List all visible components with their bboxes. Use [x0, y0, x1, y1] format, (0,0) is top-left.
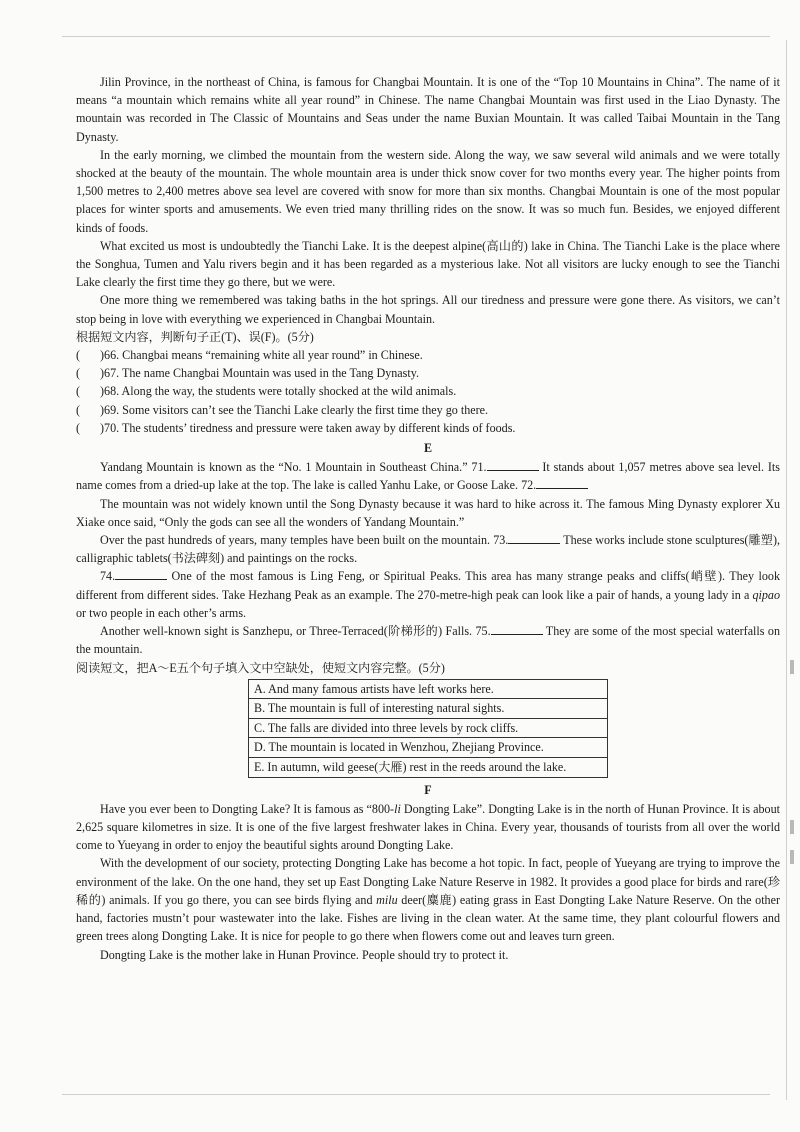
passage-f-paragraph-1 [76, 800, 780, 855]
options-box [248, 679, 608, 778]
passage-e-paragraph-5 [76, 622, 780, 658]
question-text: )67. The name Changbai Mountain was used in the Tang Dynasty. [100, 366, 420, 381]
answer-blank-71[interactable] [487, 458, 539, 471]
text-run: or two people in each other’s arms. [76, 605, 247, 620]
margin-mark [790, 660, 794, 674]
text-run: deer(麋鹿) eating grass in East Dongting Lake Nature Reserve. On the other hand, factories mustn’t pour wastewater into the lake. Fishes are living in the clean water. At the same time, they plant colourful flowers and green trees along Dongting Lake. It is nice for people to go there when flowers come out and leaves turn green. [76, 892, 780, 944]
text-run: These works include stone sculptures(雕塑), calligraphic tablets(书法碑刻) and paintings on the rocks. [76, 533, 781, 566]
text-run: Dongting Lake”. Dongting Lake is in the north of Hunan Province. It is about 2,625 square kilometres in size. It is one of the five largest freshwater lakes in China. Every year, thousands of tourists from all over the world come to Yueyang in order to enjoy the beautiful sights around Dongting Lake. [76, 801, 780, 853]
section-title-f: F [424, 782, 432, 797]
answer-blank-74[interactable] [115, 567, 167, 580]
content-column [76, 73, 780, 964]
question-69 [76, 401, 780, 419]
passage-d-instruction: 根据短文内容，判断句子正(T)、误(F)。(5分) [76, 329, 314, 344]
option-d: D. The mountain is located in Wenzhou, Zhejiang Province. [249, 738, 607, 758]
italic-term: milu [376, 892, 398, 907]
answer-bracket[interactable]: ( [76, 348, 81, 363]
answer-bracket[interactable]: ( [76, 366, 81, 381]
scan-bottom-border [62, 1094, 770, 1095]
question-70 [76, 419, 780, 437]
option-e: E. In autumn, wild geese(大雁) rest in the reeds around the lake. [254, 760, 567, 775]
section-title-e: E [423, 441, 433, 456]
passage-d-paragraph-4: One more thing we remembered was taking baths in the hot springs. All our tiredness and pressure were gone there. As visitors, we can’t stop being in love with everything we experienced in Changbai Mountain. [76, 293, 780, 326]
option-c: C. The falls are divided into three levels by rock cliffs. [249, 719, 607, 739]
question-text: )70. The students’ tiredness and pressure were taken away by different kinds of foods. [100, 420, 516, 435]
text-run: Another well-known sight is Sanzhepu, or Three-Terraced(阶梯形的) Falls. 75. [100, 624, 491, 639]
text-run: Have you ever been to Dongting Lake? It is famous as “800- [100, 801, 395, 816]
italic-term: li [394, 801, 401, 816]
answer-blank-72[interactable] [536, 476, 588, 489]
scan-right-border [786, 40, 787, 1100]
passage-d-paragraph-3: What excited us most is undoubtedly the Tianchi Lake. It is the deepest alpine(高山的) lake in China. The Tianchi Lake is the place where the Songhua, Tumen and Yalu rivers begin and it has been regarded as a mysterious lake. Not all visitors are lucky enough to see the Tianchi Lake clearly the first time they go there, but we were. [76, 238, 780, 290]
question-text: )68. Along the way, the students were totally shocked at the wild animals. [100, 384, 457, 399]
passage-e-paragraph-1 [76, 458, 780, 494]
scan-top-border [62, 36, 770, 37]
text-run: They are some of the most special waterfalls on the mountain. [76, 624, 780, 657]
question-67 [76, 364, 780, 382]
answer-bracket[interactable]: ( [76, 384, 81, 399]
answer-blank-73[interactable] [508, 531, 560, 544]
text-run: 74. [100, 569, 116, 584]
question-text: )69. Some visitors can’t see the Tianchi Lake clearly the first time they go there. [100, 402, 489, 417]
text-run: With the development of our society, protecting Dongting Lake has become a hot topic. In fact, people of Yueyang are trying to improve the environment of the lake. On the one hand, they set up East Dongting Lake Nature Reserve in 1982. It provides a good place for birds and rare(珍稀的) animals. If you go there, you can see birds flying and [76, 856, 780, 907]
passage-e-paragraph-3 [76, 531, 780, 567]
passage-f-paragraph-2 [76, 854, 780, 945]
text-run: One of the most famous is Ling Feng, or Spiritual Peaks. This area has many strange peaks and cliffs(峭壁). They look different from different sides. Take Hezhang Peak as an example. The 270-metre-high peak can look like a pair of hands, a young lady in a [76, 569, 780, 602]
passage-e-paragraph-4 [76, 567, 780, 622]
text-run: Over the past hundreds of years, many temples have been built on the mountain. 73. [100, 533, 509, 548]
passage-d-paragraph-2: In the early morning, we climbed the mountain from the western side. Along the way, we saw several wild animals and we were totally shocked at the beauty of the mountain. The whole mountain area is under thick snow cover for two months every year. The higher points from 1,500 metres to 2,400 metres above sea level are covered with snow for more than six months. Changbai Mountain is one of the most popular places for winter sports and amusements. We even tried many thrilling rides on the snow. It was so much fun. Besides, we enjoyed different kinds of foods. [76, 147, 780, 235]
passage-d-paragraph-1: Jilin Province, in the northeast of China, is famous for Changbai Mountain. It is one of the “Top 10 Mountains in China”. The name of it means “a mountain which remains white all year round” in Chinese. The name Changbai Mountain was first used in the Liao Dynasty. The mountain was recorded in The Classic of Mountains and Seas under the name Buxian Mountain. It was called Taibai Mountain in the Tang Dynasty. [76, 75, 780, 144]
margin-mark [790, 820, 794, 834]
margin-mark [790, 850, 794, 864]
text-run: It stands about 1,057 metres above sea level. Its name comes from a dried-up lake at the top. The lake is called Yanhu Lake, or Goose Lake. 72. [76, 460, 781, 493]
passage-f-paragraph-3: Dongting Lake is the mother lake in Hunan Province. People should try to protect it. [100, 947, 509, 962]
passage-e-instruction: 阅读短文，把A～E五个句子填入文中空缺处，使短文内容完整。(5分) [76, 660, 445, 675]
option-b: B. The mountain is full of interesting natural sights. [249, 699, 607, 719]
answer-blank-75[interactable] [491, 622, 543, 635]
option-a: A. And many famous artists have left works here. [249, 680, 607, 700]
answer-bracket[interactable]: ( [76, 402, 81, 417]
italic-term: qipao [752, 587, 780, 602]
text-run: Yandang Mountain is known as the “No. 1 Mountain in Southeast China.” 71. [100, 460, 487, 475]
answer-bracket[interactable]: ( [76, 420, 81, 435]
passage-e-paragraph-2: The mountain was not widely known until the Song Dynasty because it was hard to hike across it. The famous Ming Dynasty explorer Xu Xiake once said, “Only the gods can see all the wonders of Yandang Mountain.” [76, 496, 780, 529]
question-text: )66. Changbai means “remaining white all year round” in Chinese. [100, 348, 423, 363]
question-68 [76, 382, 780, 400]
question-66 [76, 346, 780, 364]
